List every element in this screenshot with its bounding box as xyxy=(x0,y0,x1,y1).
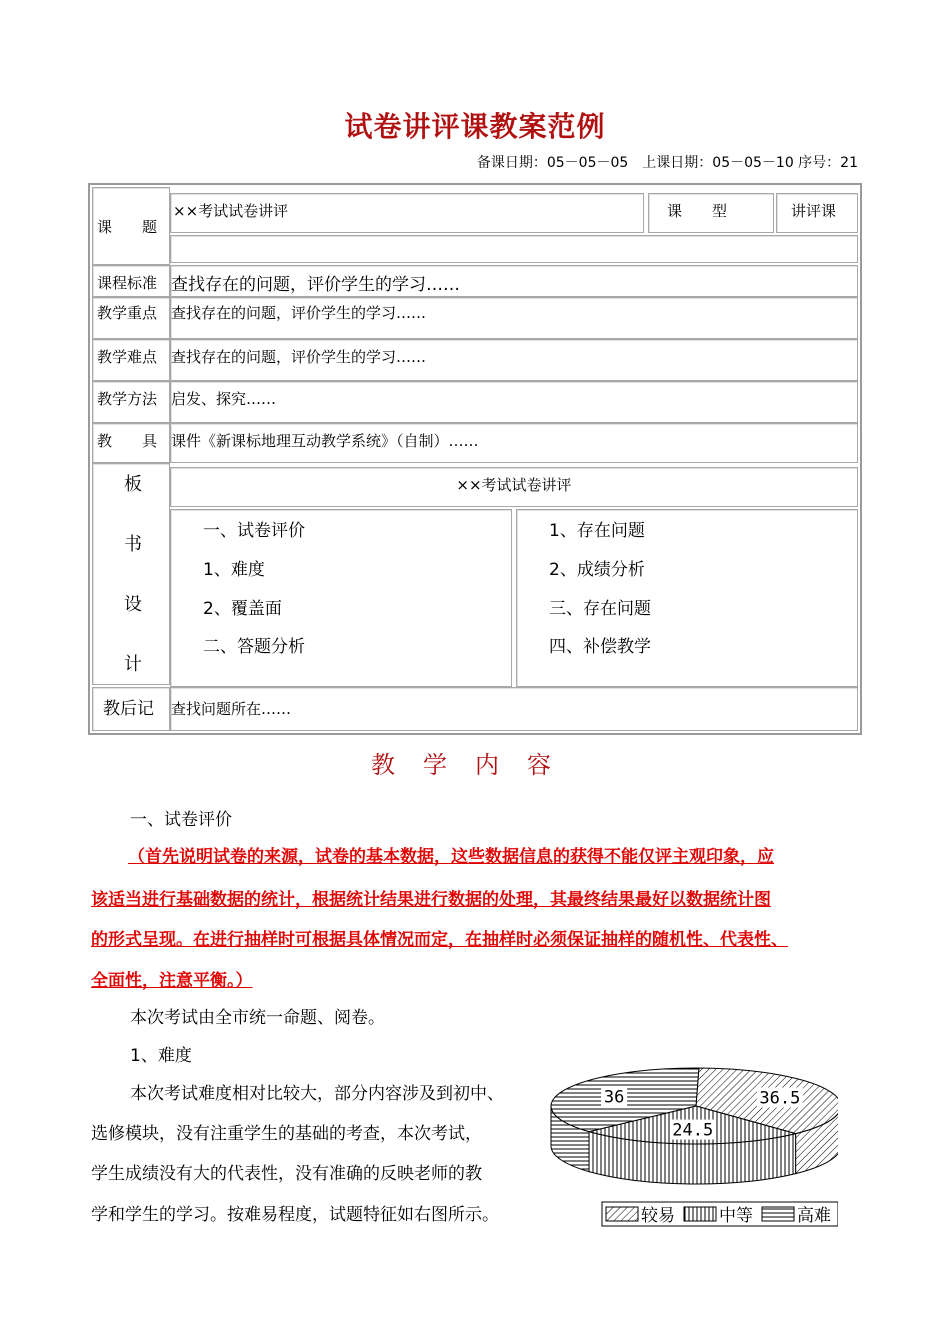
standard-label: 课程标准 xyxy=(97,274,158,292)
legend-label: 中等 xyxy=(719,1206,753,1226)
board-right-cell xyxy=(516,509,858,687)
chart-legend xyxy=(602,1202,838,1226)
red-note-line: 的形式呈现。在进行抽样时可根据具体情况而定，在抽样时必须保证抽样的随机性、代表性、 xyxy=(91,930,788,950)
topic-value-cell xyxy=(170,193,644,233)
focus-label-cell xyxy=(92,297,170,339)
tools-label: 教 具 xyxy=(97,432,158,450)
section-title: 教学内容 xyxy=(371,751,579,779)
topic-extra-cell xyxy=(170,235,858,263)
data-label: 36 xyxy=(603,1087,625,1108)
red-note-line: 该适当进行基础数据的统计，根据统计结果进行数据的处理，其最终结果最好以数据统计图 xyxy=(91,890,771,910)
board-char-2: 书 xyxy=(124,534,142,555)
board-left-item: 2、覆盖面 xyxy=(203,599,282,619)
difficulty-label-cell xyxy=(92,339,170,381)
heading-exam-evaluation: 一、试卷评价 xyxy=(130,810,232,830)
lesson-plan-table xyxy=(88,183,862,735)
legend-label: 较易 xyxy=(641,1206,675,1226)
board-char-3: 设 xyxy=(124,594,142,615)
method-value: 启发、探究…… xyxy=(171,390,277,408)
difficulty-pie-chart xyxy=(548,1060,838,1240)
board-left-cell xyxy=(170,509,512,687)
data-label: 24.5 xyxy=(672,1120,714,1141)
body-line: 学生成绩没有大的代表性，没有准确的反映老师的教 xyxy=(91,1164,482,1184)
focus-value: 查找存在的问题，评价学生的学习…… xyxy=(171,304,427,322)
after-value-cell xyxy=(170,687,858,731)
paragraph: 本次考试由全市统一命题、阅卷。 xyxy=(130,1008,385,1028)
type-value: 讲评课 xyxy=(791,202,837,220)
difficulty-label: 教学难点 xyxy=(97,348,158,366)
type-value-cell xyxy=(776,193,858,233)
after-label: 教后记 xyxy=(103,699,154,719)
body-line: 学和学生的学习。按难易程度，试题特征如右图所示。 xyxy=(91,1205,499,1225)
standard-value: 查找存在的问题，评价学生的学习…… xyxy=(171,275,460,295)
after-label-cell xyxy=(92,687,170,731)
red-note-line: （首先说明试卷的来源，试卷的基本数据，这些数据信息的获得不能仅评主观印象，应 xyxy=(128,847,774,867)
tools-label-cell xyxy=(92,423,170,463)
standard-label-cell xyxy=(92,265,170,297)
topic-label-cell xyxy=(92,187,170,265)
type-label: 课 型 xyxy=(667,202,728,220)
legend-swatch xyxy=(606,1207,638,1221)
tools-value-cell xyxy=(170,423,858,463)
board-right-item: 1、存在问题 xyxy=(549,521,645,541)
board-title-cell xyxy=(170,467,858,507)
topic-label: 课 题 xyxy=(97,218,158,236)
legend-label: 高难 xyxy=(797,1206,831,1226)
difficulty-value-cell xyxy=(170,339,858,381)
body-line: 选修模块，没有注重学生的基础的考查，本次考试， xyxy=(91,1124,482,1144)
standard-value-cell xyxy=(170,265,858,297)
body-line: 本次考试难度相对比较大，部分内容涉及到初中、 xyxy=(130,1084,504,1104)
board-left-item: 二、答题分析 xyxy=(203,637,305,657)
document-title: 试卷讲评课教案范例 xyxy=(344,110,606,143)
topic-value: ××考试试卷讲评 xyxy=(173,202,289,220)
focus-label: 教学重点 xyxy=(97,304,158,322)
board-left-item: 一、试卷评价 xyxy=(203,521,305,541)
type-label-cell xyxy=(648,193,774,233)
after-value: 查找问题所在…… xyxy=(171,700,292,718)
method-label: 教学方法 xyxy=(97,390,158,408)
board-right-item: 四、补偿教学 xyxy=(549,637,651,657)
method-label-cell xyxy=(92,381,170,423)
board-right-item: 2、成绩分析 xyxy=(549,560,645,580)
board-char-1: 板 xyxy=(124,474,142,495)
difficulty-value: 查找存在的问题，评价学生的学习…… xyxy=(171,348,427,366)
board-char-4: 计 xyxy=(124,654,142,675)
heading-difficulty: 1、难度 xyxy=(130,1046,192,1066)
date-info: 备课日期：05－05－05 上课日期：05－05－10 序号：21 xyxy=(476,155,858,171)
board-title: ××考试试卷讲评 xyxy=(456,476,572,494)
data-label: 36.5 xyxy=(759,1088,801,1109)
tools-value: 课件《新课标地理互动教学系统》（自制）…… xyxy=(171,432,479,450)
legend-swatch xyxy=(684,1207,716,1221)
board-left-item: 1、难度 xyxy=(203,560,265,580)
board-right-item: 三、存在问题 xyxy=(549,599,651,619)
board-label-cell xyxy=(92,463,170,685)
focus-value-cell xyxy=(170,297,858,339)
red-note-line: 全面性，注意平衡。） xyxy=(91,971,253,991)
legend-swatch xyxy=(762,1207,794,1221)
method-value-cell xyxy=(170,381,858,423)
